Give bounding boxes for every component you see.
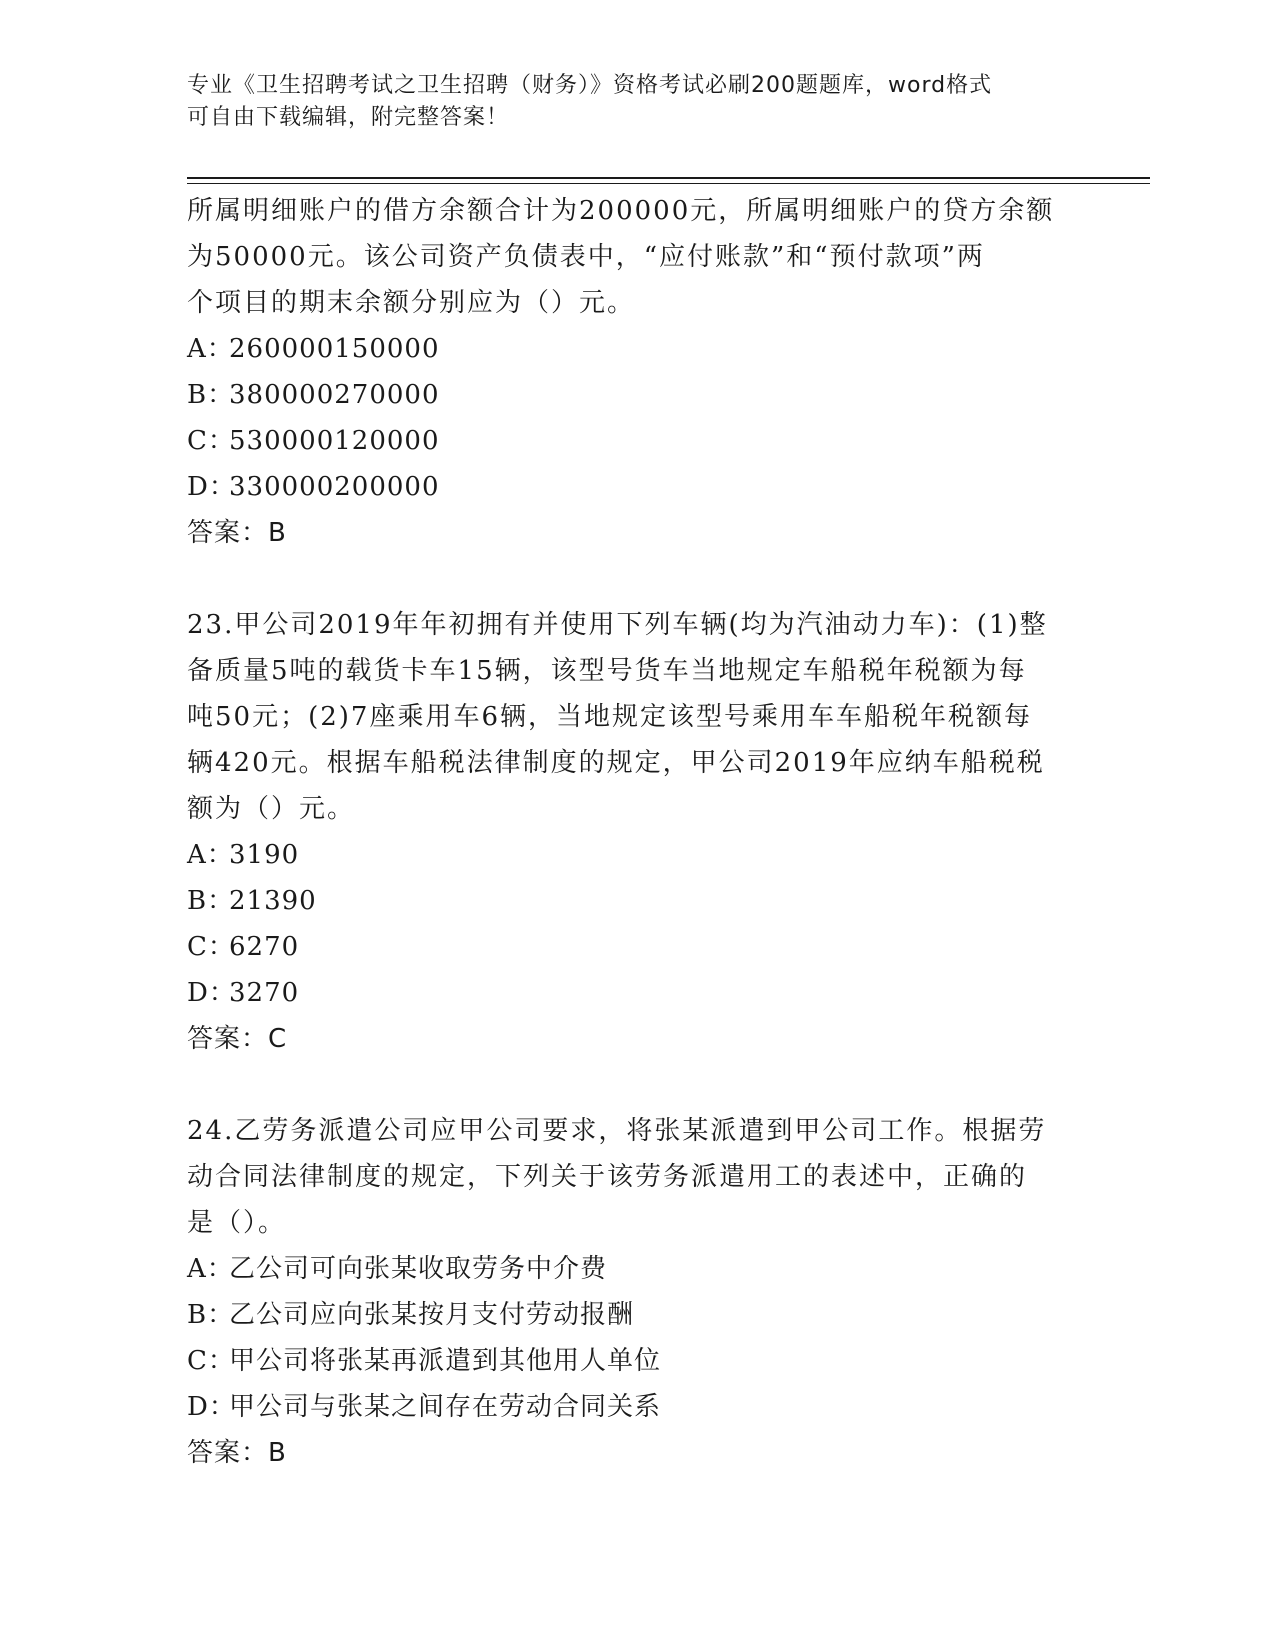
option-text: 3270 xyxy=(229,978,300,1008)
option-d xyxy=(187,970,1077,1016)
option-key: A： xyxy=(187,1254,234,1284)
question-text-line: 辆420元。根据车船税法律制度的规定，甲公司2019年应纳车船税税 xyxy=(187,748,1045,778)
option-text: 260000150000 xyxy=(229,334,440,364)
option-d xyxy=(187,464,1077,510)
question-22 xyxy=(187,188,1077,556)
option-text: 6270 xyxy=(229,932,300,962)
document-header xyxy=(187,70,1067,134)
option-key: A： xyxy=(187,334,234,364)
header-divider-thin xyxy=(187,183,1150,184)
question-text-line: 24.乙劳务派遣公司应甲公司要求，将张某派遣到甲公司工作。根据劳 xyxy=(187,1116,1047,1146)
option-text: 乙公司应向张某按月支付劳动报酬 xyxy=(229,1300,635,1330)
answer-label: 答案：B xyxy=(187,518,287,548)
question-23 xyxy=(187,602,1077,1062)
option-key: B： xyxy=(187,380,235,410)
question-text-line: 动合同法律制度的规定，下列关于该劳务派遣用工的表述中，正确的 xyxy=(187,1162,1028,1192)
option-key: B： xyxy=(187,1300,235,1330)
question-content xyxy=(187,188,1077,1476)
question-text-line: 额为（）元。 xyxy=(187,794,356,824)
option-b xyxy=(187,372,1077,418)
option-a xyxy=(187,326,1077,372)
option-text: 530000120000 xyxy=(229,426,440,456)
answer-label: 答案：C xyxy=(187,1024,288,1054)
option-text: 330000200000 xyxy=(229,472,440,502)
option-a xyxy=(187,1246,1077,1292)
option-c xyxy=(187,1338,1077,1384)
question-24 xyxy=(187,1108,1077,1476)
option-key: D： xyxy=(187,1392,236,1422)
spacer xyxy=(187,1062,1077,1108)
option-text: 380000270000 xyxy=(229,380,440,410)
option-text: 甲公司将张某再派遣到其他用人单位 xyxy=(229,1346,662,1376)
option-key: D： xyxy=(187,978,236,1008)
option-c xyxy=(187,924,1077,970)
option-text: 甲公司与张某之间存在劳动合同关系 xyxy=(229,1392,662,1422)
question-text-line: 个项目的期末余额分别应为（）元。 xyxy=(187,288,636,318)
option-key: B： xyxy=(187,886,235,916)
header-divider xyxy=(187,177,1150,179)
option-text: 21390 xyxy=(229,886,317,916)
header-line: 专业《卫生招聘考试之卫生招聘（财务）》资格考试必刷200题题库，word格式 xyxy=(187,73,993,98)
option-key: D： xyxy=(187,472,236,502)
option-d xyxy=(187,1384,1077,1430)
option-text: 乙公司可向张某收取劳务中介费 xyxy=(229,1254,608,1284)
option-key: C： xyxy=(187,426,235,456)
spacer xyxy=(187,556,1077,602)
option-a xyxy=(187,832,1077,878)
question-text-line: 备质量5吨的载货卡车15辆，该型号货车当地规定车船税年税额为每 xyxy=(187,656,1027,686)
option-key: C： xyxy=(187,1346,235,1376)
question-text-line: 吨50元；(2)7座乘用车6辆，当地规定该型号乘用车车船税年税额每 xyxy=(187,702,1032,732)
option-b xyxy=(187,1292,1077,1338)
question-text-line: 所属明细账户的借方余额合计为200000元，所属明细账户的贷方余额 xyxy=(187,196,1055,226)
question-text-line: 为50000元。该公司资产负债表中，“应付账款”和“预付款项”两 xyxy=(187,242,985,272)
option-key: A： xyxy=(187,840,234,870)
option-key: C： xyxy=(187,932,235,962)
option-text: 3190 xyxy=(229,840,300,870)
answer-label: 答案：B xyxy=(187,1438,287,1468)
question-text-line: 是（）。 xyxy=(187,1208,287,1238)
option-c xyxy=(187,418,1077,464)
question-text-line: 23.甲公司2019年年初拥有并使用下列车辆(均为汽油动力车)：(1)整 xyxy=(187,610,1048,640)
option-b xyxy=(187,878,1077,924)
header-line: 可自由下载编辑，附完整答案！ xyxy=(187,105,510,130)
